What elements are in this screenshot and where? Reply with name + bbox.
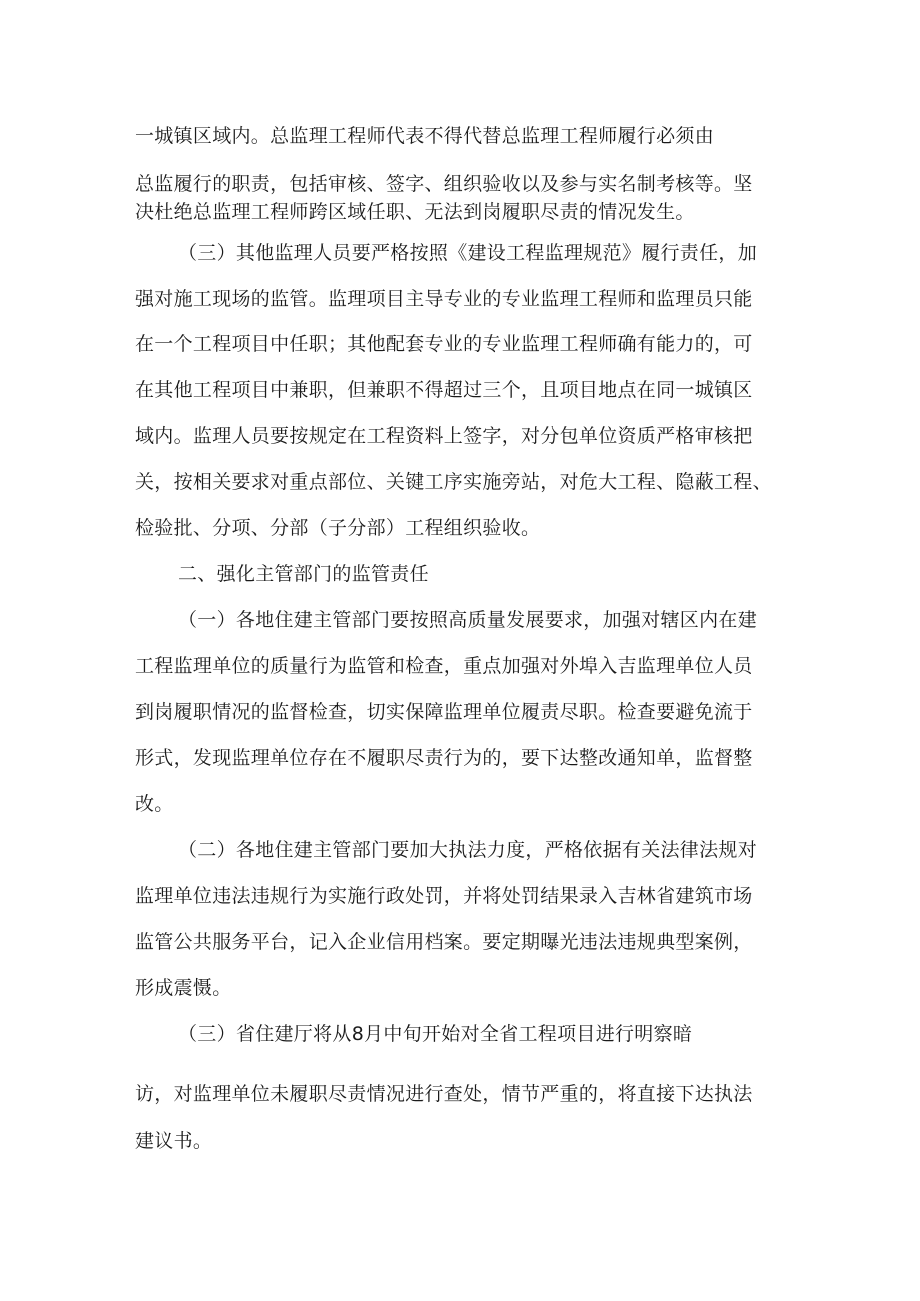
paragraph-start-line: （三）省住建厅将从8月中旬开始对全省工程项目进行明察暗 <box>178 1023 693 1045</box>
text-line: 总监履行的职责，包括审核、签字、组织验收以及参与实名制考核等。坚 <box>135 173 753 195</box>
text-line: 建议书。 <box>135 1130 213 1152</box>
text-line: 在一个工程项目中任职；其他配套专业的专业监理工程师确有能力的，可 <box>135 333 753 355</box>
text-line: 强对施工现场的监管。监理项目主导专业的专业监理工程师和监理员只能 <box>135 288 753 310</box>
paragraph-start-line: （三）其他监理人员要严格按照《建设工程监理规范》履行责任，加 <box>178 242 758 264</box>
text-line: 访，对监理单位未履职尽责情况进行查处，情节严重的，将直接下达执法 <box>135 1083 753 1105</box>
text-line: 域内。监理人员要按规定在工程资料上签字，对分包单位资质严格审核把 <box>135 425 753 447</box>
text-line: 决杜绝总监理工程师跨区域任职、无法到岗履职尽责的情况发生。 <box>135 201 695 223</box>
text-line: 检验批、分项、分部（子分部）工程组织验收。 <box>135 517 541 539</box>
paragraph-start-line: （二）各地住建主管部门要加大执法力度，严格依据有关法律法规对 <box>178 839 758 861</box>
text-line: 工程监理单位的质量行为监管和检查，重点加强对外埠入吉监理单位人员 <box>135 655 753 677</box>
text-line: 形式，发现监理单位存在不履职尽责行为的，要下达整改通知单，监督整 <box>135 747 753 769</box>
text-line: 一城镇区域内。总监理工程师代表不得代替总监理工程师履行必须由 <box>135 125 715 147</box>
text-line: 改。 <box>135 793 174 815</box>
text-line: 监理单位违法违规行为实施行政处罚，并将处罚结果录入吉林省建筑市场 <box>135 885 753 907</box>
section-heading: 二、强化主管部门的监管责任 <box>178 563 429 585</box>
paragraph-start-line: （一）各地住建主管部门要按照高质量发展要求，加强对辖区内在建 <box>178 609 758 631</box>
text-line: 关，按相关要求对重点部位、关键工序实施旁站，对危大工程、隐蔽工程、 <box>135 471 772 493</box>
text-line: 在其他工程项目中兼职，但兼职不得超过三个，且项目地点在同一城镇区 <box>135 379 753 401</box>
text-line: 到岗履职情况的监督检查，切实保障监理单位履责尽职。检查要避免流于 <box>135 701 753 723</box>
text-line: 监管公共服务平台，记入企业信用档案。要定期曝光违法违规典型案例， <box>135 931 753 953</box>
text-line: 形成震慑。 <box>135 977 232 999</box>
